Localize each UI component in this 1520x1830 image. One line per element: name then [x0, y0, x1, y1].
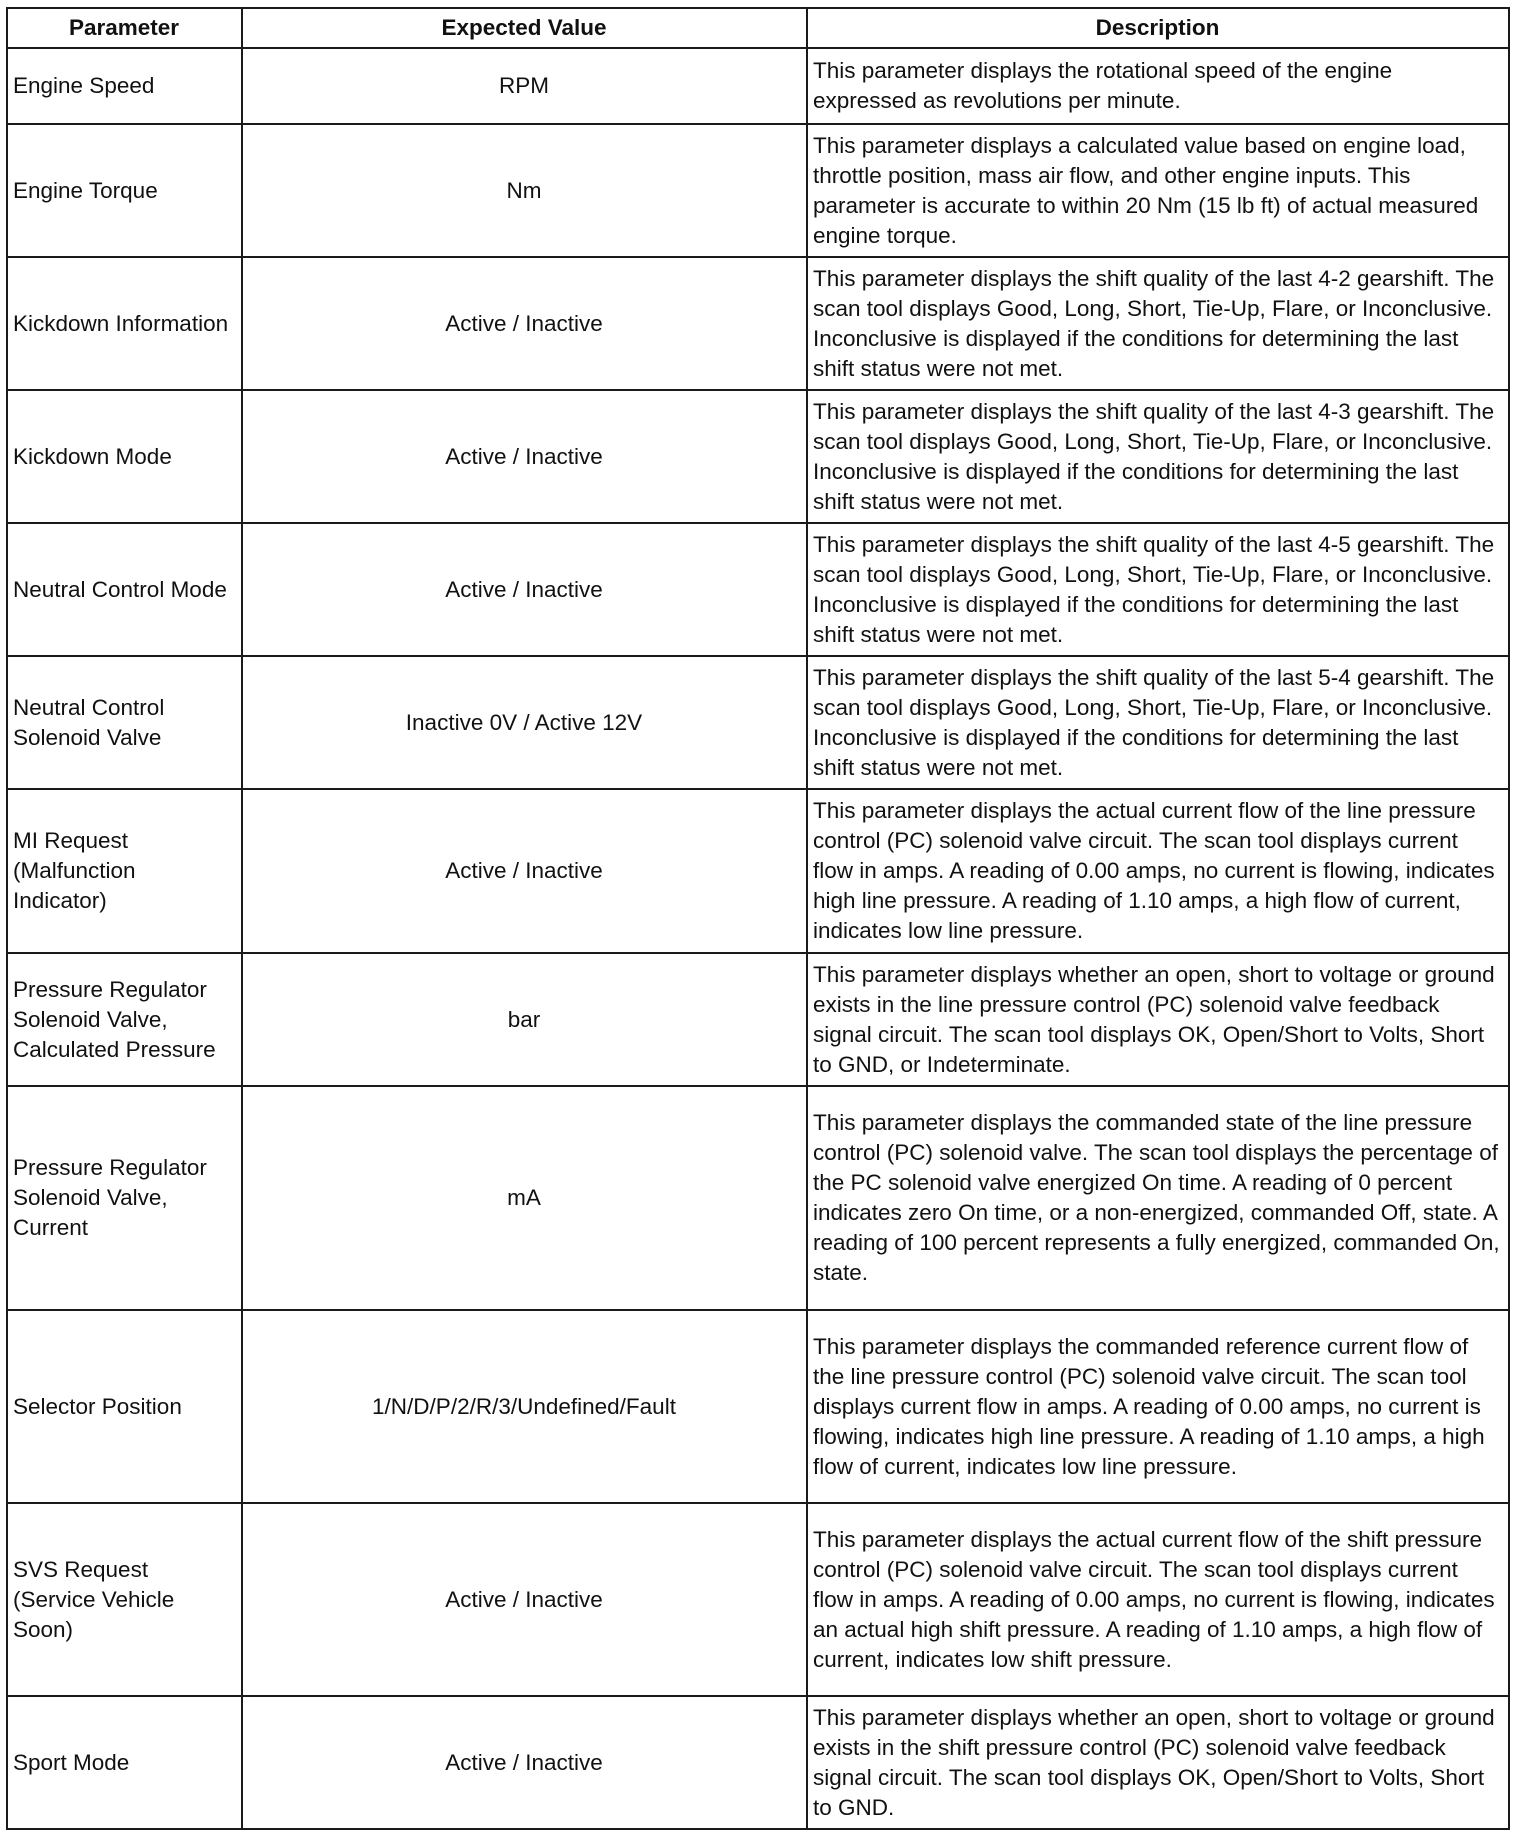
table-row: [7, 1696, 1509, 1829]
header-expected-value: Expected Value: [242, 8, 807, 48]
expected-value-cell: bar: [242, 953, 807, 1086]
table-row: [7, 1310, 1509, 1503]
description-cell: This parameter displays the shift quality of the last 4-5 gearshift. The scan tool displays Good, Long, Short, Tie-Up, Flare, or Inconclusive. Inconclusive is displayed if the conditions for determining the last shift status were not met.: [807, 523, 1509, 656]
expected-value-cell: Active / Inactive: [242, 1696, 807, 1829]
parameter-cell: Engine Torque: [7, 124, 242, 257]
table-row: [7, 1086, 1509, 1310]
expected-value-cell: 1/N/D/P/2/R/3/Undefined/Fault: [242, 1310, 807, 1503]
document-page: [6, 7, 1508, 1830]
parameter-cell: Neutral Control Solenoid Valve: [7, 656, 242, 789]
parameter-table: [6, 7, 1510, 1830]
header-description: Description: [807, 8, 1509, 48]
table-header-row: [7, 8, 1509, 48]
expected-value-cell: Active / Inactive: [242, 1503, 807, 1696]
parameter-cell: Selector Position: [7, 1310, 242, 1503]
description-cell: This parameter displays a calculated value based on engine load, throttle position, mass air flow, and other engine inputs. This parameter is accurate to within 20 Nm (15 lb ft) of actual measured engine torque.: [807, 124, 1509, 257]
table-row: [7, 523, 1509, 656]
table-row: [7, 390, 1509, 523]
table-row: [7, 124, 1509, 257]
table-row: [7, 656, 1509, 789]
parameter-cell: MI Request (Malfunction Indicator): [7, 789, 242, 953]
parameter-cell: Sport Mode: [7, 1696, 242, 1829]
description-cell: This parameter displays the actual current flow of the line pressure control (PC) solenoid valve circuit. The scan tool displays current flow in amps. A reading of 0.00 amps, no current is flowing, indicates high line pressure. A reading of 1.10 amps, a high flow of current, indicates low line pressure.: [807, 789, 1509, 953]
parameter-cell: Pressure Regulator Solenoid Valve, Calculated Pressure: [7, 953, 242, 1086]
table-row: [7, 48, 1509, 124]
parameter-cell: Kickdown Information: [7, 257, 242, 390]
parameter-cell: Kickdown Mode: [7, 390, 242, 523]
parameter-cell: Engine Speed: [7, 48, 242, 124]
parameter-cell: SVS Request (Service Vehicle Soon): [7, 1503, 242, 1696]
table-row: [7, 789, 1509, 953]
description-cell: This parameter displays the shift quality of the last 4-2 gearshift. The scan tool displays Good, Long, Short, Tie-Up, Flare, or Inconclusive. Inconclusive is displayed if the conditions for determining the last shift status were not met.: [807, 257, 1509, 390]
expected-value-cell: Active / Inactive: [242, 523, 807, 656]
description-cell: This parameter displays the commanded state of the line pressure control (PC) solenoid valve. The scan tool displays the percentage of the PC solenoid valve energized On time. A reading of 0 percent indicates zero On time, or a non-energized, commanded Off, state. A reading of 100 percent represents a fully energized, commanded On, state.: [807, 1086, 1509, 1310]
parameter-cell: Neutral Control Mode: [7, 523, 242, 656]
description-cell: This parameter displays the commanded reference current flow of the line pressure control (PC) solenoid valve circuit. The scan tool displays current flow in amps. A reading of 0.00 amps, no current is flowing, indicates high line pressure. A reading of 1.10 amps, a high flow of current, indicates low line pressure.: [807, 1310, 1509, 1503]
expected-value-cell: Nm: [242, 124, 807, 257]
table-row: [7, 1503, 1509, 1696]
description-cell: This parameter displays whether an open, short to voltage or ground exists in the shift pressure control (PC) solenoid valve feedback signal circuit. The scan tool displays OK, Open/Short to Volts, Short to GND.: [807, 1696, 1509, 1829]
table-row: [7, 953, 1509, 1086]
expected-value-cell: RPM: [242, 48, 807, 124]
description-cell: This parameter displays the rotational speed of the engine expressed as revolutions per minute.: [807, 48, 1509, 124]
expected-value-cell: Active / Inactive: [242, 257, 807, 390]
parameter-cell: Pressure Regulator Solenoid Valve, Current: [7, 1086, 242, 1310]
header-parameter: Parameter: [7, 8, 242, 48]
expected-value-cell: mA: [242, 1086, 807, 1310]
table-row: [7, 257, 1509, 390]
expected-value-cell: Active / Inactive: [242, 789, 807, 953]
description-cell: This parameter displays the actual current flow of the shift pressure control (PC) solenoid valve circuit. The scan tool displays current flow in amps. A reading of 0.00 amps, no current is flowing, indicates an actual high shift pressure. A reading of 1.10 amps, a high flow of current, indicates low shift pressure.: [807, 1503, 1509, 1696]
expected-value-cell: Inactive 0V / Active 12V: [242, 656, 807, 789]
expected-value-cell: Active / Inactive: [242, 390, 807, 523]
description-cell: This parameter displays whether an open, short to voltage or ground exists in the line pressure control (PC) solenoid valve feedback signal circuit. The scan tool displays OK, Open/Short to Volts, Short to GND, or Indeterminate.: [807, 953, 1509, 1086]
description-cell: This parameter displays the shift quality of the last 4-3 gearshift. The scan tool displays Good, Long, Short, Tie-Up, Flare, or Inconclusive. Inconclusive is displayed if the conditions for determining the last shift status were not met.: [807, 390, 1509, 523]
description-cell: This parameter displays the shift quality of the last 5-4 gearshift. The scan tool displays Good, Long, Short, Tie-Up, Flare, or Inconclusive. Inconclusive is displayed if the conditions for determining the last shift status were not met.: [807, 656, 1509, 789]
